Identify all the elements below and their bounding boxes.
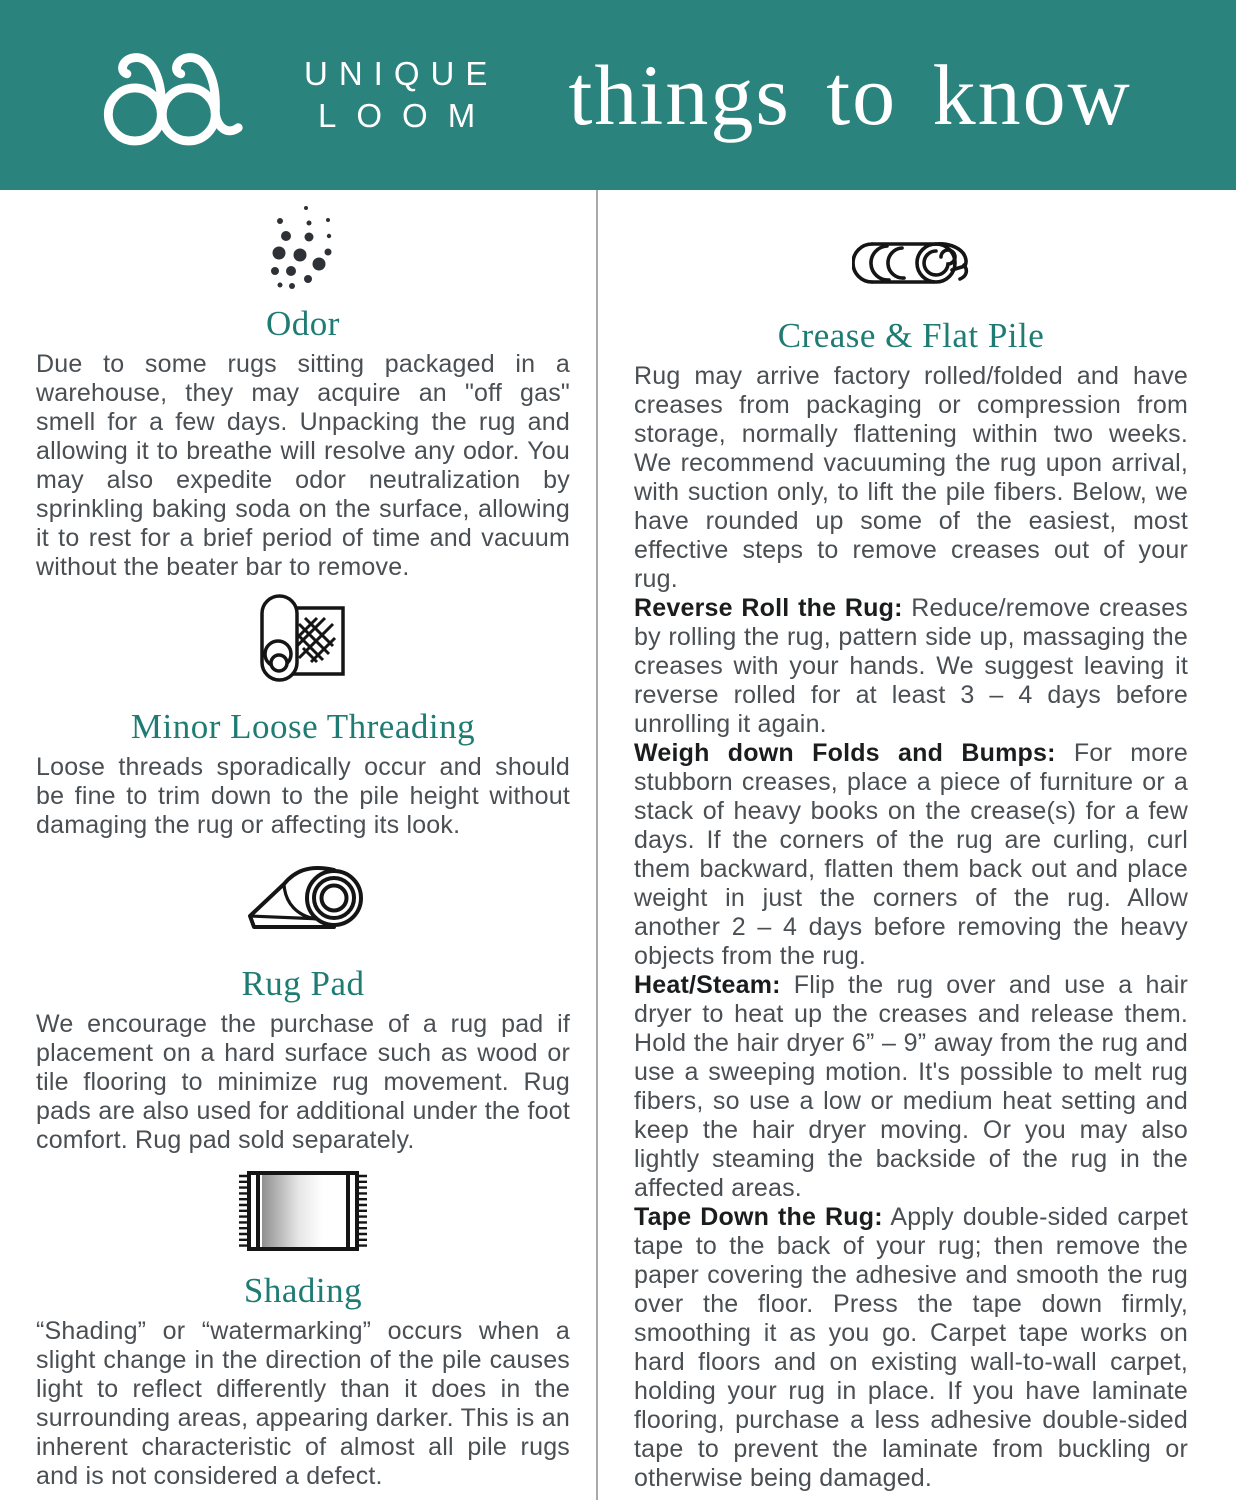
section-title: Odor — [266, 304, 340, 343]
tip-weigh-down — [634, 739, 1188, 971]
section-rug-pad — [36, 858, 570, 1155]
right-column — [598, 190, 1236, 1500]
tip-reverse-roll — [634, 594, 1188, 739]
tip-body: For more stubborn creases, place a piece of furniture or a stack of heavy books on the crease(s) for a few days. If the corners of the rug are curling, curl them backward, flatten them back out and place weight in just the corners of the rug. Allow another 2 – 4 days before removing the heavy objects from the rug. — [634, 739, 1188, 970]
tip-body: Flip the rug over and use a hair dryer to heat up the creases and release them. Hold the hair dryer 6” – 9” away from the rug and use a sweeping motion. It's possible to melt rug fibers, so use a low or medium heat setting and keep the hair dryer moving. Or you may also lightly steaming the backside of the rug in the affected areas. — [634, 971, 1188, 1202]
section-title: Shading — [243, 1271, 363, 1310]
section-body: Due to some rugs sitting packaged in a warehouse, they may acquire an "off gas" smell for a few days. Unpacking the rug and allowing it to breathe will resolve any odor. You may also expedite odor neutralization by sprinkling baking soda on the surface, allowing it to rest for a brief period of time and vacuum without the beater bar to remove. — [36, 350, 570, 581]
tip-label: Tape Down the Rug: — [634, 1203, 883, 1231]
tip-label: Weigh down Folds and Bumps: — [634, 739, 1056, 767]
section-title: Crease & Flat Pile — [777, 316, 1045, 355]
shaded-rug-icon — [238, 1169, 368, 1253]
brand-line1: UNIQUE — [304, 54, 499, 92]
content — [0, 190, 1236, 1500]
brand-logo-icon — [88, 38, 278, 152]
tip-tape-down — [634, 1203, 1188, 1493]
tip-body: Apply double-sided carpet tape to the back of your rug; then remove the paper covering the adhesive and smooth the rug over the floor. Press the tape down firmly, smoothing it as you go. Carpet tape works on hard floors and on existing wall-to-wall carpet, holding your rug in place. If you have laminate flooring, purchase a less adhesive double-sided tape to prevent the laminate from buckling or otherwise being damaged. — [634, 1203, 1188, 1492]
rolled-rug-corner-icon — [259, 594, 347, 687]
section-shading — [36, 1169, 570, 1491]
left-column — [0, 190, 598, 1500]
rolled-rug-side-icon — [852, 240, 970, 286]
page-header — [0, 0, 1236, 190]
section-body: Loose threads sporadically occur and should be fine to trim down to the pile height without damaging the rug or affecting its look. — [36, 753, 570, 839]
section-body: “Shading” or “watermarking” occurs when a slight change in the direction of the pile causes light to reflect differently than it does in the surrounding areas, appearing darker. This is an inherent characteristic of almost all pile rugs and is not considered a defect. — [36, 1317, 570, 1490]
tip-body: Reduce/remove creases by rolling the rug, pattern side up, massaging the creases with your hands. We suggest leaving it reverse rolled for at least 3 – 4 days before unrolling it again. — [634, 594, 1188, 738]
section-title: Minor Loose Threading — [130, 707, 476, 746]
tip-heat-steam — [634, 971, 1188, 1203]
section-crease-flat-pile — [634, 240, 1188, 1493]
tip-label: Heat/Steam: — [634, 971, 781, 999]
section-minor-loose-threading — [36, 594, 570, 840]
sprinkle-dots-icon — [271, 202, 335, 294]
section-odor — [36, 202, 570, 582]
page-title: things to know — [568, 47, 1132, 143]
section-body: We encourage the purchase of a rug pad if placement on a hard surface such as wood or tile flooring to minimize rug movement. Rug pads are also used for additional under the foot comfort. Rug pad sold separately. — [36, 1010, 570, 1154]
brand-wordmark — [304, 53, 498, 137]
section-title: Rug Pad — [241, 964, 365, 1003]
brand-logo — [88, 38, 498, 152]
section-intro: Rug may arrive factory rolled/folded and have creases from packaging or compression from storage, normally flattening within two weeks. We recommend vacuuming the rug upon arrival, with suction only, to lift the pile fibers. Below, we have rounded up some of the easiest, most effective steps to remove creases out of your rug. — [634, 362, 1188, 593]
brand-line2: LOOM — [318, 97, 496, 134]
tip-label: Reverse Roll the Rug: — [634, 594, 903, 622]
rug-pad-roll-icon — [240, 858, 366, 946]
